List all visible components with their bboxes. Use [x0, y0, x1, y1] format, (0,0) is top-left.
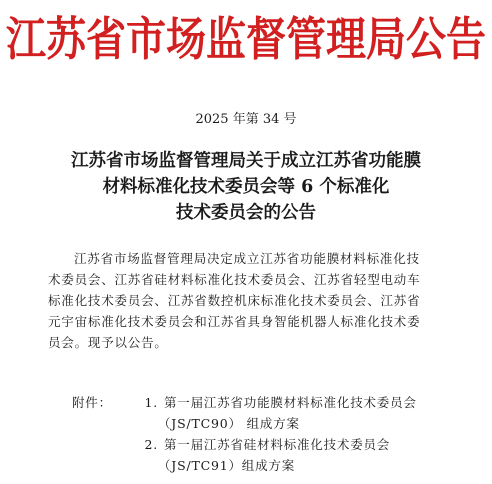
attachment-number: 1. [144, 395, 158, 410]
attachment-item [72, 434, 472, 455]
announcement-body [48, 248, 448, 353]
attachment-number: 2. [144, 437, 158, 452]
attachments-label: 附件： [72, 395, 112, 410]
title-line: 技术委员会的公告 [176, 203, 316, 223]
body-line: 标准化技术委员会、江苏省数控机床标准化技术委员会、江苏省 [48, 293, 421, 308]
body-line: 员会。现予以公告。 [48, 335, 168, 350]
title-line: 材料标准化技术委员会等 6 个标准化 [102, 177, 390, 197]
document-number: 2025 年第 34 号 [195, 112, 297, 127]
masthead-title: 江苏省市场监督管理局公告 [6, 12, 486, 67]
body-line: 术委员会、江苏省硅材料标准化技术委员会、江苏省轻型电动车 [48, 272, 421, 287]
attachment-title: 第一届江苏省硅材料标准化技术委员会 [164, 437, 391, 452]
announcement-title [40, 148, 452, 226]
attachment-title: 第一届江苏省功能膜材料标准化技术委员会 [164, 395, 417, 410]
title-line: 江苏省市场监督管理局关于成立江苏省功能膜 [71, 151, 421, 171]
body-line: 江苏省市场监督管理局决定成立江苏省功能膜材料标准化技 [74, 251, 420, 266]
attachment-title-continued: （JS/TC91）组成方案 [158, 458, 295, 473]
attachment-item [72, 392, 472, 413]
body-line: 元宇宙标准化技术委员会和江苏省具身智能机器人标准化技术委 [48, 314, 421, 329]
attachment-title-continued: （JS/TC90） 组成方案 [158, 416, 300, 431]
attachments-list [72, 392, 472, 476]
